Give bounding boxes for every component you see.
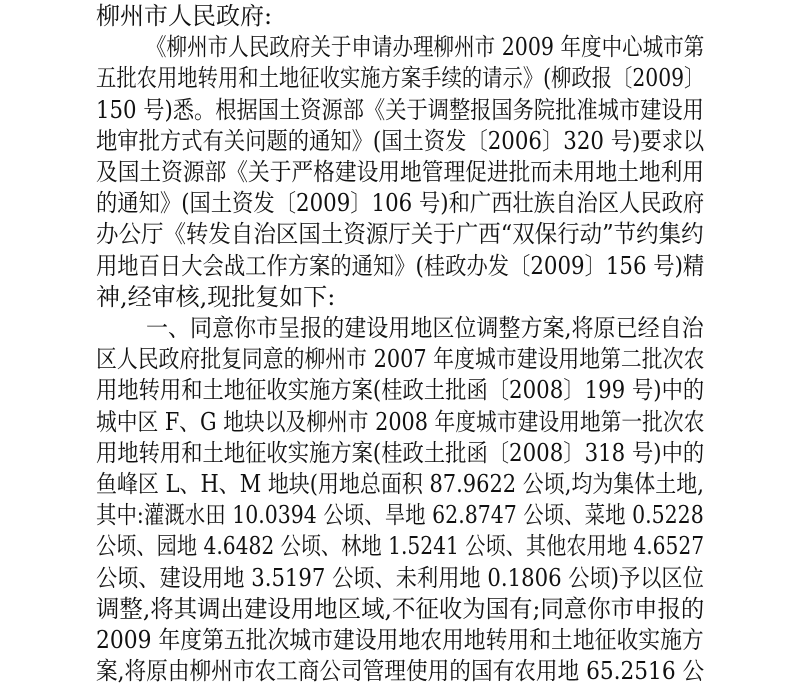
text-line: 用地转用和土地征收实施方案(桂政土批函〔2008〕318 号)中的 bbox=[96, 438, 705, 467]
text-line: 公顷、园地 4.6482 公顷、林地 1.5241 公顷、其他农用地 4.6527 bbox=[96, 532, 705, 561]
text-line: 神,经审核,现批复如下: bbox=[96, 282, 336, 311]
text-line: 及国土资源部《关于严格建设用地管理促进批而未用地土地利用 bbox=[96, 158, 705, 186]
text-line: 案,将原由柳州市农工商公司管理使用的国有农用地 65.2516 公 bbox=[96, 657, 705, 685]
text-line: 2009 年度第五批次城市建设用地农用地转用和土地征收实施方 bbox=[96, 626, 704, 654]
text-line: 公顷、建设用地 3.5197 公顷、未利用地 0.1806 公顷)予以区位 bbox=[96, 563, 704, 592]
text-line: 城中区 F、G 地块以及柳州市 2008 年度城市建设用地第一批次农 bbox=[96, 407, 705, 436]
addressee: 柳州市人民政府: bbox=[96, 2, 273, 30]
text-line: 其中:灌溉水田 10.0394 公顷、旱地 62.8747 公顷、菜地 0.5228 bbox=[96, 501, 704, 530]
text-line: 办公厅《转发自治区国土资源厅关于广西“双保行动”节约集约 bbox=[96, 220, 704, 249]
text-line: 的通知》(国土资发〔2009〕106 号)和广西壮族自治区人民政府 bbox=[96, 189, 705, 218]
text-line: 调整,将其调出建设用地区域,不征收为国有;同意你市申报的 bbox=[96, 594, 705, 623]
text-line: 五批农用地转用和土地征收实施方案手续的请示》(柳政报〔2009〕 bbox=[96, 64, 705, 93]
text-line: 区人民政府批复同意的柳州市 2007 年度城市建设用地第二批次农 bbox=[96, 345, 705, 374]
text-line: 地审批方式有关问题的通知》(国土资发〔2006〕320 号)要求以 bbox=[96, 126, 705, 155]
text-line: 一、同意你市呈报的建设用地区位调整方案,将原已经自治 bbox=[146, 314, 704, 342]
text-line: 《柳州市人民政府关于申请办理柳州市 2009 年度中心城市第 bbox=[146, 33, 705, 62]
text-line: 用地转用和土地征收实施方案(桂政土批函〔2008〕199 号)中的 bbox=[96, 376, 705, 405]
text-line: 鱼峰区 L、H、M 地块(用地总面积 87.9622 公顷,均为集体土地, bbox=[96, 470, 704, 498]
text-line: 150 号)悉。根据国土资源部《关于调整报国务院批准城市建设用 bbox=[96, 95, 704, 124]
text-line: 用地百日大会战工作方案的通知》(桂政办发〔2009〕156 号)精 bbox=[96, 251, 705, 280]
